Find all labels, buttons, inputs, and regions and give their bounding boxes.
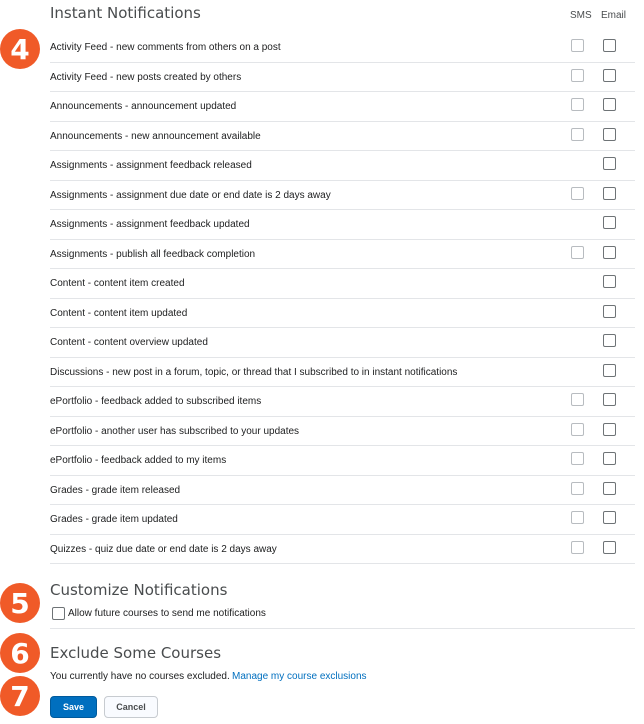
notification-label: Discussions - new post in a forum, topic, or thread that I subscribed to in instant notifications bbox=[50, 366, 458, 378]
notification-label: ePortfolio - another user has subscribed to your updates bbox=[50, 425, 300, 437]
email-checkbox[interactable] bbox=[603, 393, 616, 406]
notification-row bbox=[50, 33, 635, 63]
notification-row bbox=[50, 446, 635, 476]
divider bbox=[50, 628, 635, 629]
notification-row bbox=[50, 122, 635, 152]
notification-row bbox=[50, 535, 635, 565]
sms-checkbox[interactable] bbox=[571, 452, 584, 465]
notification-row bbox=[50, 476, 635, 506]
sms-checkbox[interactable] bbox=[571, 98, 584, 111]
notification-label: Grades - grade item released bbox=[50, 484, 181, 496]
notification-row bbox=[50, 63, 635, 93]
step-badge-6: 6 bbox=[0, 633, 40, 673]
notification-row bbox=[50, 358, 635, 388]
email-checkbox[interactable] bbox=[603, 482, 616, 495]
notification-label: Assignments - assignment feedback updated bbox=[50, 219, 250, 230]
sms-checkbox[interactable] bbox=[571, 393, 584, 406]
instant-notifications-list bbox=[50, 33, 635, 564]
sms-checkbox[interactable] bbox=[571, 187, 584, 200]
sms-checkbox[interactable] bbox=[571, 482, 584, 495]
email-checkbox[interactable] bbox=[603, 541, 616, 554]
sms-checkbox[interactable] bbox=[571, 128, 584, 141]
notification-row bbox=[50, 151, 635, 181]
sms-checkbox[interactable] bbox=[571, 39, 584, 52]
notification-row bbox=[50, 210, 635, 240]
notification-row bbox=[50, 269, 635, 299]
notification-label: ePortfolio - feedback added to subscribed items bbox=[50, 396, 262, 407]
email-checkbox[interactable] bbox=[603, 216, 616, 229]
email-checkbox[interactable] bbox=[603, 364, 616, 377]
sms-column-header: SMS bbox=[570, 10, 592, 21]
email-checkbox[interactable] bbox=[603, 39, 616, 52]
email-checkbox[interactable] bbox=[603, 305, 616, 318]
notification-label: Assignments - publish all feedback completion bbox=[50, 248, 256, 260]
notification-label: Announcements - new announcement available bbox=[50, 130, 261, 142]
email-checkbox[interactable] bbox=[603, 187, 616, 200]
notification-label: Quizzes - quiz due date or end date is 2 days away bbox=[50, 543, 277, 555]
step-badge-5: 5 bbox=[0, 583, 40, 623]
exclude-courses-title: Exclude Some Courses bbox=[50, 644, 222, 662]
instant-notifications-title: Instant Notifications bbox=[50, 4, 201, 22]
allow-future-courses-checkbox[interactable] bbox=[52, 607, 65, 620]
sms-checkbox[interactable] bbox=[571, 511, 584, 524]
notification-row bbox=[50, 181, 635, 211]
notification-label: Content - content overview updated bbox=[50, 337, 208, 348]
email-checkbox[interactable] bbox=[603, 511, 616, 524]
notification-row bbox=[50, 328, 635, 358]
sms-checkbox[interactable] bbox=[571, 246, 584, 259]
notification-row bbox=[50, 299, 635, 329]
email-checkbox[interactable] bbox=[603, 423, 616, 436]
email-checkbox[interactable] bbox=[603, 69, 616, 82]
allow-future-courses-label: Allow future courses to send me notifications bbox=[68, 608, 266, 619]
manage-course-exclusions-link[interactable]: Manage my course exclusions bbox=[232, 671, 367, 682]
notification-label: Activity Feed - new comments from others on a post bbox=[50, 42, 281, 53]
cancel-button[interactable]: Cancel bbox=[104, 696, 158, 718]
save-button[interactable]: Save bbox=[50, 696, 97, 718]
notification-label: Grades - grade item updated bbox=[50, 514, 178, 525]
notification-label: Assignments - assignment due date or end date is 2 days away bbox=[50, 189, 331, 201]
email-checkbox[interactable] bbox=[603, 98, 616, 111]
notification-row bbox=[50, 505, 635, 535]
email-column-header: Email bbox=[601, 10, 627, 21]
notification-label: ePortfolio - feedback added to my items bbox=[50, 455, 227, 466]
email-checkbox[interactable] bbox=[603, 334, 616, 347]
notification-label: Assignments - assignment feedback released bbox=[50, 160, 252, 171]
notification-row bbox=[50, 387, 635, 417]
customize-notifications-title: Customize Notifications bbox=[50, 581, 228, 599]
step-badge-7: 7 bbox=[0, 676, 40, 716]
email-checkbox[interactable] bbox=[603, 246, 616, 259]
notification-label: Announcements - announcement updated bbox=[50, 101, 237, 112]
notification-row bbox=[50, 417, 635, 447]
sms-checkbox[interactable] bbox=[571, 423, 584, 436]
notification-row bbox=[50, 240, 635, 270]
notification-row bbox=[50, 92, 635, 122]
email-checkbox[interactable] bbox=[603, 452, 616, 465]
sms-checkbox[interactable] bbox=[571, 541, 584, 554]
no-courses-excluded-text: You currently have no courses excluded. bbox=[50, 671, 230, 682]
step-badge-4: 4 bbox=[0, 29, 40, 69]
email-checkbox[interactable] bbox=[603, 157, 616, 170]
email-checkbox[interactable] bbox=[603, 128, 616, 141]
email-checkbox[interactable] bbox=[603, 275, 616, 288]
notification-label: Content - content item updated bbox=[50, 307, 188, 319]
sms-checkbox[interactable] bbox=[571, 69, 584, 82]
notification-label: Activity Feed - new posts created by others bbox=[50, 71, 242, 83]
notification-label: Content - content item created bbox=[50, 278, 185, 289]
